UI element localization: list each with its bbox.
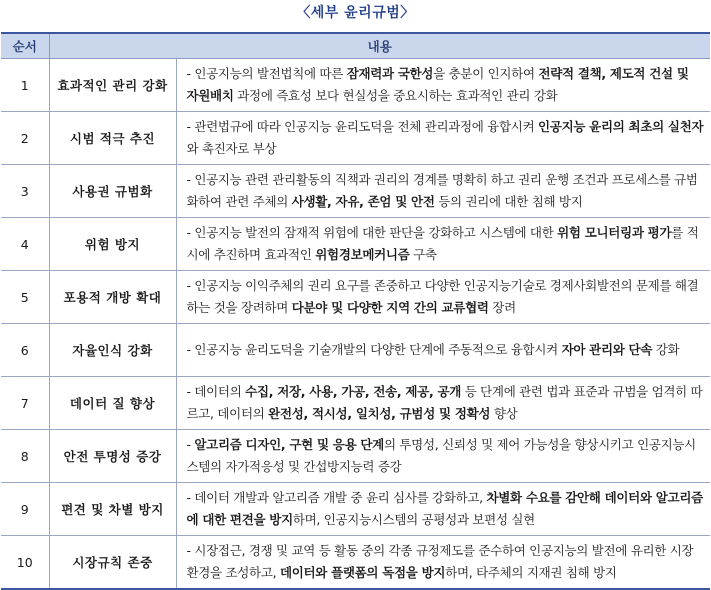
- emphasis-text: 데이터와 플랫폼의 독점을 방지: [279, 565, 446, 580]
- description-text: 등 단계에 관련 법과 표준과 규범을 엄격히 따르고, 데이터의: [186, 384, 703, 421]
- description-text: - 인공지능의 발전법칙에 따른: [186, 66, 347, 81]
- description-text: 을 충분이 인지하여: [433, 66, 539, 81]
- emphasis-text: 사생활, 자유, 존엄 및 안전: [291, 194, 435, 209]
- emphasis-text: 수집, 저장, 사용, 가공, 전송, 제공, 공개: [245, 384, 462, 399]
- norm-title: 자율인식 강화: [49, 324, 176, 377]
- ethics-norms-table: [1, 32, 710, 590]
- emphasis-text: 완전성, 적시성, 일치성, 규범성 및 정확성: [268, 406, 491, 421]
- row-number: 3: [1, 165, 49, 218]
- emphasis-text: 위험경보메커니즘: [315, 247, 410, 262]
- row-number: 2: [1, 112, 49, 165]
- table-row: [1, 165, 710, 218]
- norm-description: [176, 165, 710, 218]
- description-text: 장려: [488, 300, 516, 315]
- row-number: 4: [1, 218, 49, 271]
- page-title: 〈세부 윤리규범〉: [296, 5, 415, 21]
- description-text: - 데이터 개발과 알고리즘 개발 중 윤리 심사를 강화하고,: [186, 490, 487, 505]
- row-number: 8: [1, 430, 49, 483]
- norm-title: 데이터 질 향상: [49, 377, 176, 430]
- emphasis-text: 위험 모니터링과 평가: [557, 225, 672, 240]
- header-order: 순서: [1, 33, 49, 59]
- description-text: - 시장접근, 경쟁 및 교역 등 활동 중의 각종 규정제도를 준수하여 인공지능의 발전에 유리한 시장환경을 조성하고,: [186, 543, 694, 580]
- description-text: - 인공지능 관련 관리활동의 직책과 권리의 경계를 명확히 하고 권리 운행 조건과 프로세스를 규범화하여 관련 주체의: [186, 172, 698, 209]
- description-text: 강화: [652, 342, 680, 357]
- norm-title: 안전 투명성 증강: [49, 430, 176, 483]
- header-content: 내용: [49, 33, 710, 59]
- description-text: 등의 권리에 대한 침해 방지: [434, 194, 583, 209]
- description-text: 의 투명성, 신뢰성 및 제어 가능성을 향상시키고 인공지능시스템의 자가적응성 및 간섭방지능력 증강: [186, 437, 696, 474]
- norm-description: [176, 536, 710, 590]
- description-text: 하며, 인공지능시스템의 공평성과 보편성 실현: [292, 512, 535, 527]
- norm-title: 시장규칙 존중: [49, 536, 176, 590]
- emphasis-text: 알고리즘 디자인, 구현 및 응용 단계: [194, 437, 384, 452]
- description-text: 를 적시에 추진하며 효과적인: [186, 225, 699, 262]
- table-row: [1, 112, 710, 165]
- description-text: 향상: [490, 406, 518, 421]
- norm-title: 포용적 개방 확대: [49, 271, 176, 324]
- norm-description: [176, 112, 710, 165]
- emphasis-text: 전략적 결책, 제도적 건설 및 자원배치: [186, 66, 689, 103]
- norm-title: 시범 적극 추진: [49, 112, 176, 165]
- description-text: - 인공지능 발전의 잠재적 위험에 대한 판단을 강화하고 시스템에 대한: [186, 225, 558, 240]
- table-header-row: [1, 33, 710, 59]
- norm-description: [176, 377, 710, 430]
- norm-description: [176, 430, 710, 483]
- description-text: 하며, 타주체의 지재권 침해 방지: [445, 565, 617, 580]
- row-number: 10: [1, 536, 49, 590]
- table-row: [1, 324, 710, 377]
- table-row: [1, 59, 710, 112]
- table-row: [1, 536, 710, 590]
- emphasis-text: 다분야 및 다양한 지역 간의 교류협력: [291, 300, 489, 315]
- row-number: 5: [1, 271, 49, 324]
- norm-title: 위험 방지: [49, 218, 176, 271]
- row-number: 6: [1, 324, 49, 377]
- table-body: [1, 59, 710, 590]
- table-row: [1, 483, 710, 536]
- table-row: [1, 271, 710, 324]
- norm-description: [176, 271, 710, 324]
- norm-description: [176, 483, 710, 536]
- description-text: 구축: [409, 247, 437, 262]
- table-row: [1, 430, 710, 483]
- table-row: [1, 218, 710, 271]
- description-text: 과정에 즉효성 보다 현실성을 중요시하는 효과적인 관리 강화: [233, 88, 558, 103]
- description-text: - 관련법규에 따라 인공지능 윤리도덕을 전체 관리과정에 융합시켜: [186, 119, 539, 134]
- row-number: 9: [1, 483, 49, 536]
- emphasis-text: 차별화 수요를 감안해 데이터와 알고리즘에 대한 편견을 방지: [186, 490, 703, 527]
- norm-description: [176, 218, 710, 271]
- emphasis-text: 인공지능 윤리의 최초의 실천자: [538, 119, 704, 134]
- row-number: 1: [1, 59, 49, 112]
- norm-title: 사용권 규범화: [49, 165, 176, 218]
- row-number: 7: [1, 377, 49, 430]
- norm-description: [176, 59, 710, 112]
- description-text: - 데이터의: [186, 384, 246, 399]
- norm-title: 편견 및 차별 방지: [49, 483, 176, 536]
- emphasis-text: 잠재력과 국한성: [346, 66, 434, 81]
- description-text: - 인공지능 윤리도덕을 기술개발의 다양한 단계에 주동적으로 융합시켜: [186, 342, 562, 357]
- description-text: - 인공지능 이익주체의 권리 요구를 존중하고 다양한 인공지능기술로 경제사회발전의 문제를 해결하는 것을 장려하며: [186, 278, 699, 315]
- table-row: [1, 377, 710, 430]
- description-text: -: [186, 437, 195, 452]
- emphasis-text: 자아 관리와 단속: [561, 342, 653, 357]
- norm-title: 효과적인 관리 강화: [49, 59, 176, 112]
- norm-description: [176, 324, 710, 377]
- description-text: 와 촉진자로 부상: [186, 141, 277, 156]
